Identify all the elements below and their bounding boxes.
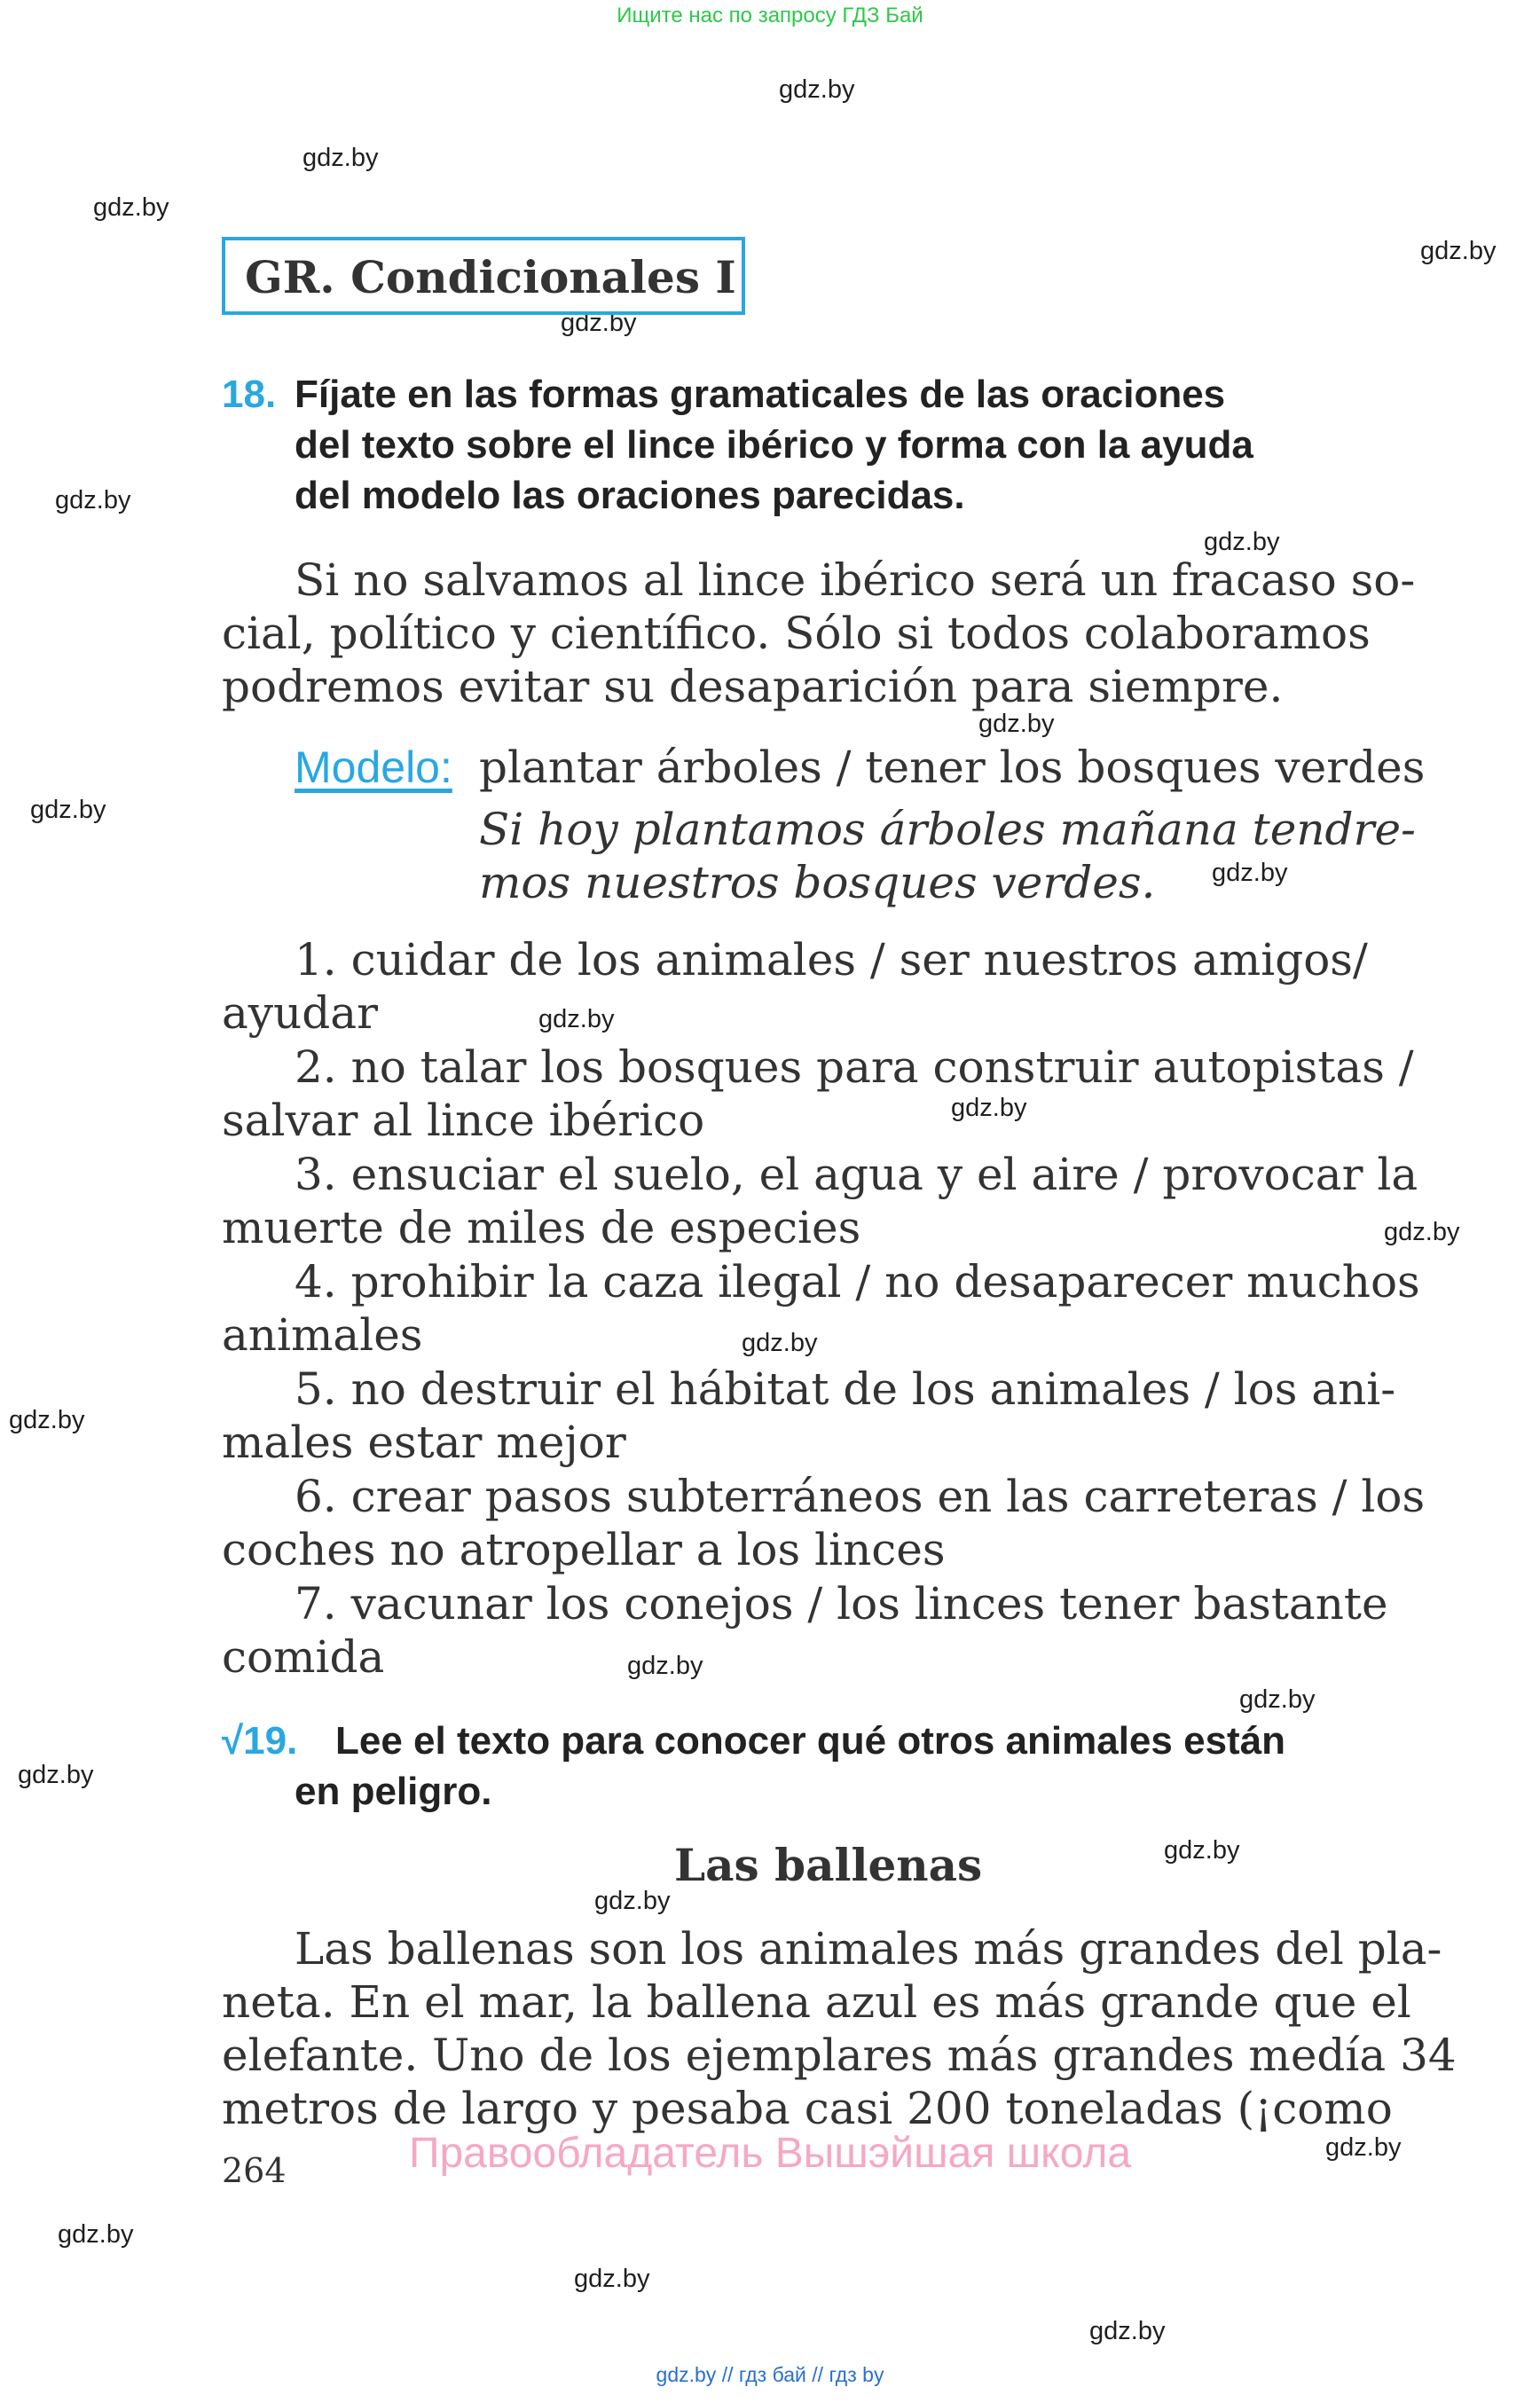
watermark: gdz.by	[742, 1329, 818, 1357]
watermark: gdz.by	[1164, 1836, 1240, 1865]
watermark: gdz.by	[779, 75, 855, 104]
watermark: gdz.by	[18, 1761, 94, 1789]
watermark: gdz.by	[1089, 2317, 1166, 2345]
watermark: gdz.by	[538, 1005, 615, 1033]
exercise-number: √19.	[222, 1719, 298, 1763]
item-line: 1. cuidar de los animales / ser nuestros amigos/	[295, 934, 1368, 986]
item-line: 2. no talar los bosques para construir autopistas /	[295, 1041, 1414, 1093]
link-separator: //	[721, 2363, 734, 2386]
watermark: gdz.by	[1204, 528, 1280, 556]
watermark: gdz.by	[951, 1094, 1027, 1122]
bottom-links	[0, 2363, 1540, 2387]
instruction-text: Fíjate en las formas gramaticales de las oraciones	[295, 373, 1226, 416]
watermark: gdz.by	[1325, 2133, 1402, 2162]
watermark: gdz.by	[58, 2220, 134, 2249]
section-title: GR. Condicionales I	[245, 251, 736, 303]
item-line: males estar mejor	[222, 1417, 626, 1468]
exercise-number: 18.	[222, 373, 277, 416]
text-line: cial, político y científico. Sólo si todos colaboramos	[222, 608, 1371, 659]
text-line: podremos evitar su desaparición para siempre.	[222, 661, 1284, 712]
link-gdz-bai[interactable]: гдз бай	[738, 2363, 806, 2386]
watermark: gdz.by	[978, 710, 1055, 738]
item-line: coches no atropellar a los linces	[222, 1524, 946, 1575]
copyright-notice: Правообладатель Вышэйшая школа	[408, 2130, 1132, 2177]
item-line: 4. prohibir la caza ilegal / no desaparecer muchos	[295, 1256, 1420, 1308]
watermark: gdz.by	[627, 1652, 703, 1680]
watermark: gdz.by	[9, 1406, 85, 1434]
item-line: 5. no destruir el hábitat de los animales / los ani-	[295, 1363, 1396, 1415]
text-line: elefante. Uno de los ejemplares más grandes medía 34	[222, 2030, 1457, 2081]
text-line: Si no salvamos al lince ibérico será un fracaso so-	[295, 554, 1416, 606]
model-prompt: plantar árboles / tener los bosques verdes	[479, 742, 1426, 793]
watermark: gdz.by	[594, 1887, 671, 1915]
top-banner: Ищите нас по запросу ГДЗ Бай	[617, 4, 923, 27]
watermark: gdz.by	[1384, 1218, 1460, 1246]
instruction-line: en peligro.	[295, 1770, 492, 1813]
item-line: salvar al lince ibérico	[222, 1095, 705, 1146]
text-line: metros de largo y pesaba casi 200 toneladas (¡como	[222, 2083, 1393, 2134]
instruction-line: del modelo las oraciones parecidas.	[295, 474, 965, 517]
item-line: animales	[222, 1309, 423, 1361]
model-label: Modelo:	[295, 742, 452, 792]
instruction-line: del texto sobre el lince ibérico y forma con la ayuda	[295, 423, 1253, 467]
watermark: gdz.by	[93, 193, 169, 222]
watermark: gdz.by	[574, 2265, 650, 2293]
item-line: 6. crear pasos subterráneos en las carreteras / los	[295, 1471, 1426, 1522]
model-answer-line: mos nuestros bosques verdes.	[479, 857, 1156, 908]
watermark: gdz.by	[561, 309, 637, 337]
model-answer-line: Si hoy plantamos árboles mañana tendre-	[479, 804, 1416, 855]
text-heading: Las ballenas	[674, 1839, 983, 1891]
watermark: gdz.by	[55, 486, 131, 514]
item-line: 7. vacunar los conejos / los linces tener bastante	[295, 1578, 1388, 1629]
watermark: gdz.by	[302, 144, 379, 172]
text-line: Las ballenas son los animales más grandes del pla-	[295, 1923, 1442, 1975]
watermark: gdz.by	[1420, 237, 1497, 265]
instruction-line: Lee el texto para conocer qué otros animales están	[335, 1719, 1286, 1763]
link-gdz-by[interactable]: gdz.by	[656, 2363, 717, 2386]
watermark: gdz.by	[30, 796, 106, 824]
watermark: gdz.by	[1239, 1685, 1316, 1714]
link-separator: //	[812, 2363, 824, 2386]
page-number: 264	[222, 2151, 287, 2190]
item-line: ayudar	[222, 987, 378, 1039]
item-line: 3. ensuciar el suelo, el agua y el aire / provocar la	[295, 1149, 1418, 1200]
item-line: muerte de miles de especies	[222, 1202, 861, 1253]
link-gdz-by-cyr[interactable]: гдз by	[829, 2363, 884, 2386]
item-line: comida	[222, 1631, 385, 1683]
watermark: gdz.by	[1212, 859, 1288, 887]
instruction-line	[295, 373, 1404, 417]
text-line: neta. En el mar, la ballena azul es más grande que el	[222, 1976, 1411, 2028]
